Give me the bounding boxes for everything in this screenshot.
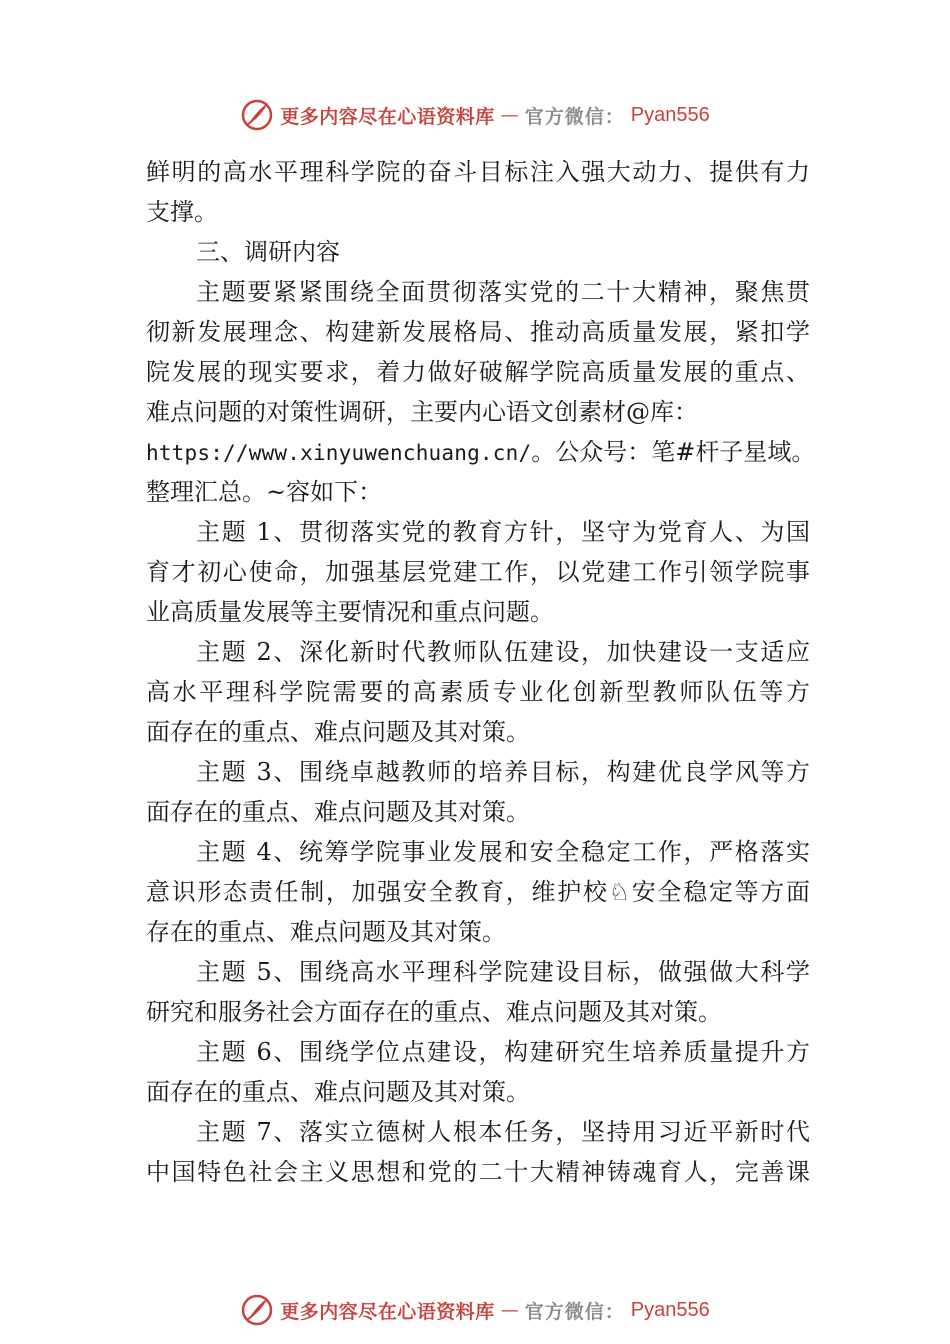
text-line: 面存在的重点、难点问题及其对策。 [146,718,530,746]
document-body [146,152,816,1192]
text-line: 主题 4、统筹学院事业发展和安全稳定工作，严格落实 [196,838,810,866]
banner-label: 官方微信： [524,1300,625,1323]
text-line: 主题要紧紧围绕全面贯彻落实党的二十大精神，聚焦贯 [196,278,810,306]
text-line: 主题 7、落实立德树人根本任务，坚持用习近平新时代 [196,1118,810,1146]
banner-dash: — [500,1299,519,1321]
section-heading: 三、调研内容 [196,238,340,266]
text-line: 主题 2、深化新时代教师队伍建设，加快建设一支适应 [196,638,810,666]
quill-logo-icon [240,98,274,132]
banner-text: 更多内容尽在心语资料库 [280,1300,495,1323]
banner-wechat-id: Pyan556 [630,1298,710,1321]
text-line: 面存在的重点、难点问题及其对策。 [146,1078,530,1106]
text-line [146,432,816,472]
banner-label: 官方微信： [524,105,625,128]
text-line: 彻新发展理念、构建新发展格局、推动高质量发展，紧扣学 [146,318,810,346]
text-span: 。公众号：笔#杆子星域。 [531,438,816,466]
text-line: 鲜明的高水平理科学院的奋斗目标注入强大动力、提供有力 [146,158,810,186]
text-line: 整理汇总。~容如下： [146,478,383,506]
text-line: 支撑。 [146,198,218,226]
text-line: 主题 1、贯彻落实党的教育方针，坚守为党育人、为国 [196,518,810,546]
footer-watermark-banner [0,1290,950,1330]
text-line: 主题 5、围绕高水平理科学院建设目标，做强做大科学 [196,958,810,986]
text-line: 育才初心使命，加强基层党建工作，以党建工作引领学院事 [146,558,810,586]
text-line: 存在的重点、难点问题及其对策。 [146,918,506,946]
text-line: 高水平理科学院需要的高素质专业化创新型教师队伍等方 [146,678,810,706]
banner-wechat-id: Pyan556 [630,103,710,126]
banner-dash: — [500,104,519,126]
url-link[interactable]: https://www.xinyuwenchuang.cn/ [146,441,532,465]
text-line: 主题 3、围绕卓越教师的培养目标，构建优良学风等方 [196,758,810,786]
text-line: 业高质量发展等主要情况和重点问题。 [146,598,554,626]
text-line: 面存在的重点、难点问题及其对策。 [146,798,530,826]
quill-logo-icon [240,1293,274,1327]
header-watermark-banner [0,95,950,135]
text-line: 中国特色社会主义思想和党的二十大精神铸魂育人，完善课 [146,1158,810,1186]
text-line: 研究和服务社会方面存在的重点、难点问题及其对策。 [146,998,722,1026]
text-line: 难点问题的对策性调研，主要内心语文创素材@库： [146,398,698,426]
banner-text: 更多内容尽在心语资料库 [280,105,495,128]
text-line: 意识形态责任制，加强安全教育，维护校♘安全稳定等方面 [146,878,810,906]
text-line: 主题 6、围绕学位点建设，构建研究生培养质量提升方 [196,1038,810,1066]
text-line: 院发展的现实要求，着力做好破解学院高质量发展的重点、 [146,358,810,386]
